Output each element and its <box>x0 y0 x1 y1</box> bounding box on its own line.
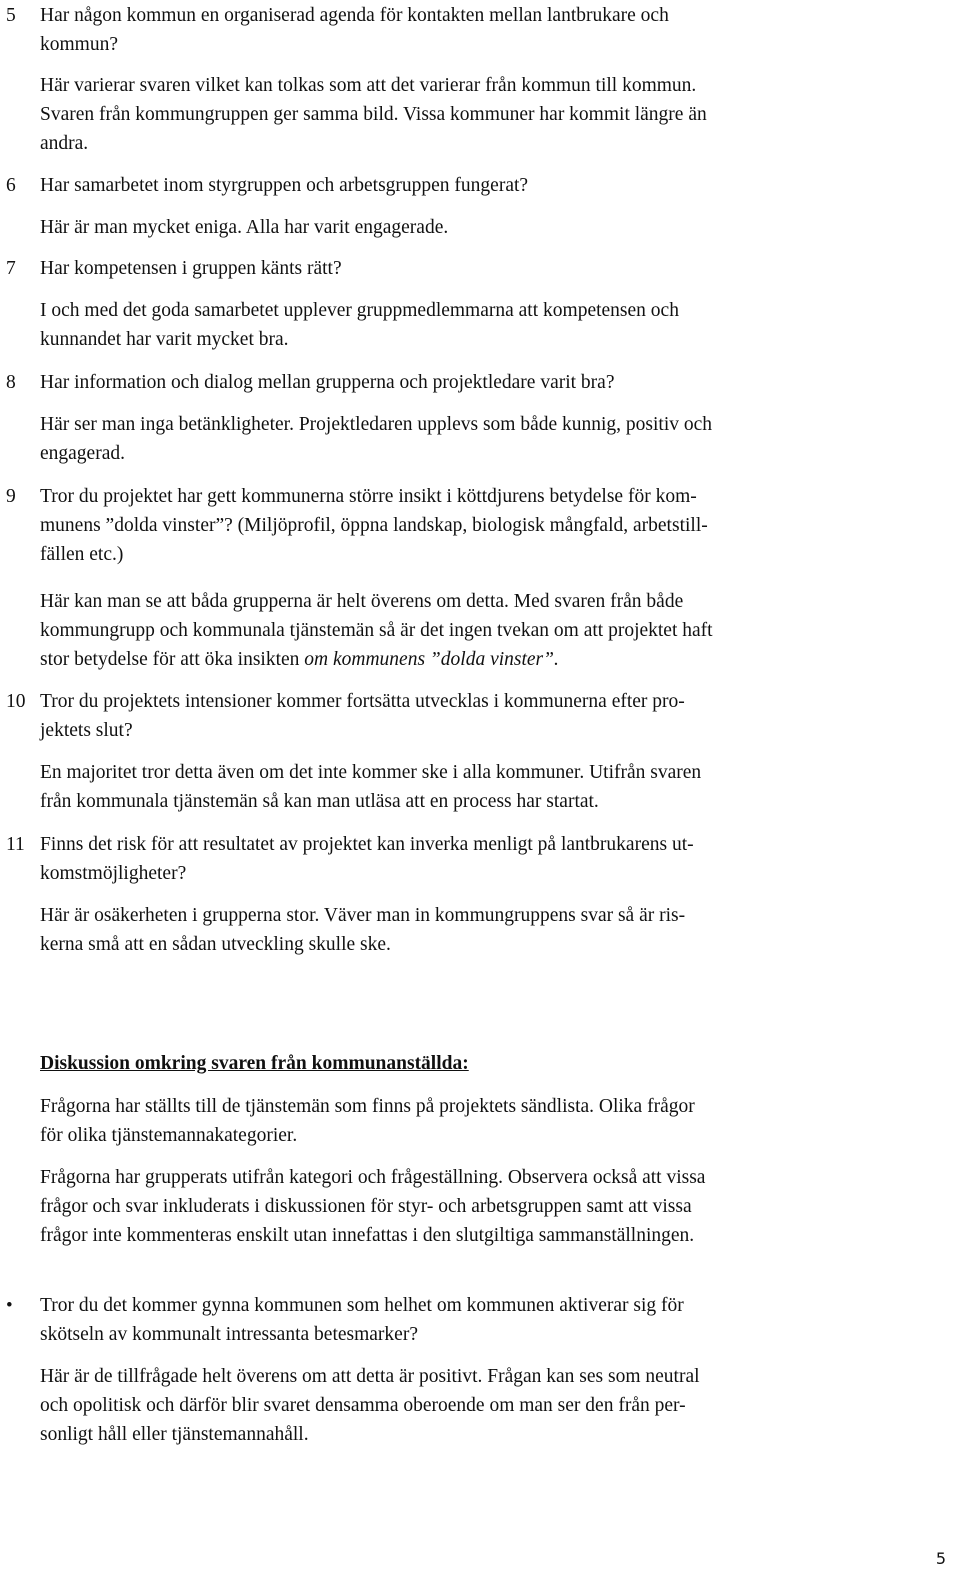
paragraph-line: frågor inte kommenteras enskilt utan innefattas i den slutgiltiga sammanställningen. <box>40 1225 695 1246</box>
question-line: Tror du projektets intensioner kommer fortsätta utvecklas i kommunerna efter pro- <box>40 691 685 712</box>
question-line: fällen etc.) <box>40 544 124 565</box>
answer-line: kunnandet har varit mycket bra. <box>40 329 289 350</box>
question-line: komstmöjligheter? <box>40 863 187 884</box>
answer-line <box>40 648 559 672</box>
bullet-question-line: skötseln av kommunalt intressanta betesmarker? <box>40 1324 418 1345</box>
answer-line: kerna små att en sådan utveckling skulle ske. <box>40 934 391 955</box>
answer-line: I och med det goda samarbetet upplever gruppmedlemmarna att kompetensen och <box>40 300 679 321</box>
answer-line: kommungrupp och kommunala tjänstemän så är det ingen tvekan om att projektet haft <box>40 620 713 641</box>
bullet-answer-line: Här är de tillfrågade helt överens om att detta är positivt. Frågan kan ses som neutral <box>40 1366 700 1387</box>
answer-line: Här är man mycket eniga. Alla har varit engagerade. <box>40 217 449 238</box>
bullet-icon: • <box>6 1295 13 1316</box>
item-number: 10 <box>6 691 26 712</box>
question-line: kommun? <box>40 34 118 55</box>
section-heading: Diskussion omkring svaren från kommunanställda: <box>40 1053 469 1074</box>
question-line: Finns det risk för att resultatet av projektet kan inverka menligt på lantbrukarens ut- <box>40 834 694 855</box>
item-number: 11 <box>6 834 25 855</box>
paragraph-line: Frågorna har ställts till de tjänstemän som finns på projektets sändlista. Olika frågor <box>40 1096 695 1117</box>
answer-line: Här är osäkerheten i grupperna stor. Väver man in kommungruppens svar så är ris- <box>40 905 686 926</box>
paragraph-line: frågor och svar inkluderats i diskussionen för styr- och arbetsgruppen samt att vissa <box>40 1196 692 1217</box>
answer-text: stor betydelse för att öka insikten <box>40 649 305 670</box>
answer-line: från kommunala tjänstemän så kan man utläsa att en process har startat. <box>40 791 599 812</box>
answer-line: Här ser man inga betänkligheter. Projektledaren upplevs som både kunnig, positiv och <box>40 414 713 435</box>
item-number: 8 <box>6 372 16 393</box>
bullet-answer-line: och opolitisk och därför blir svaret densamma oberoende om man ser den från per- <box>40 1395 686 1416</box>
question-line: jektets slut? <box>40 720 133 741</box>
question-line: Har någon kommun en organiserad agenda för kontakten mellan lantbrukare och <box>40 5 669 26</box>
paragraph-line: Frågorna har grupperats utifrån kategori och frågeställning. Observera också att vissa <box>40 1167 706 1188</box>
bullet-question-line: Tror du det kommer gynna kommunen som helhet om kommunen aktiverar sig för <box>40 1295 684 1316</box>
item-number: 6 <box>6 175 16 196</box>
item-number: 5 <box>6 5 16 26</box>
paragraph-line: för olika tjänstemannakategorier. <box>40 1125 298 1146</box>
answer-line: Här kan man se att båda grupperna är helt överens om detta. Med svaren från både <box>40 591 684 612</box>
answer-line: En majoritet tror detta även om det inte kommer ske i alla kommuner. Utifrån svaren <box>40 762 702 783</box>
item-number: 7 <box>6 258 16 279</box>
question-line: Tror du projektet har gett kommunerna större insikt i köttdjurens betydelse för kom- <box>40 486 697 507</box>
question-line: Har information och dialog mellan grupperna och projektledare varit bra? <box>40 372 615 393</box>
bullet-answer-line: sonligt håll eller tjänstemannahåll. <box>40 1424 309 1445</box>
question-line: Har kompetensen i gruppen känts rätt? <box>40 258 342 279</box>
answer-line: engagerad. <box>40 443 125 464</box>
question-line: Har samarbetet inom styrgruppen och arbetsgruppen fungerat? <box>40 175 529 196</box>
question-line: munens ”dolda vinster”? (Miljöprofil, öppna landskap, biologisk mångfald, arbetstill- <box>40 515 708 536</box>
answer-line: andra. <box>40 133 89 154</box>
item-number: 9 <box>6 486 16 507</box>
answer-line: Svaren från kommungruppen ger samma bild. Vissa kommuner har kommit längre än <box>40 104 707 125</box>
answer-line: Här varierar svaren vilket kan tolkas som att det varierar från kommun till kommun. <box>40 75 697 96</box>
page-number: 5 <box>935 1549 946 1568</box>
answer-italic-text: om kommunens ”dolda vinster”. <box>304 649 559 670</box>
